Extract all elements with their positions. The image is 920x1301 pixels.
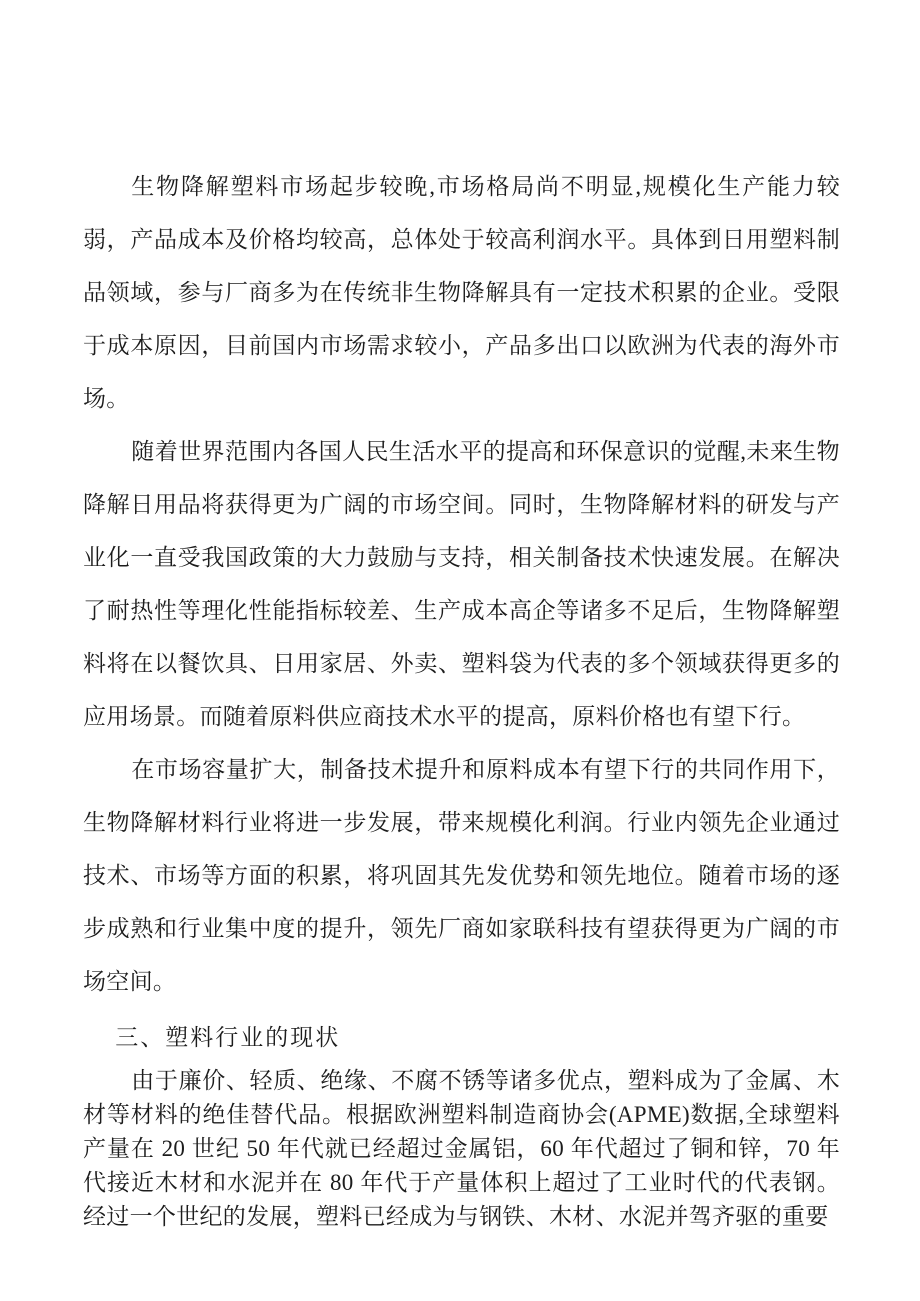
- paragraph-plastic-history: 由于廉价、轻质、绝缘、不腐不锈等诸多优点，塑料成为了金属、木材等材料的绝佳替代品。根据欧洲塑料制造商协会(APME)数据,全球塑料产量在 20 世纪 50 年代就已经超过金属铝，60 年代超过了铜和锌，70 年代接近木材和水泥并在 80 年代于产量体积上超过了工业时代的代表钢。经过一个世纪的发展，塑料已经成为与钢铁、木材、水泥并驾齐驱的重要: [83, 1068, 840, 1229]
- section-plastic-industry: [83, 1064, 840, 1234]
- section-biodegradable-market: [83, 160, 840, 1008]
- section-heading-plastic-industry: 三、塑料行业的现状: [115, 1025, 341, 1050]
- paragraph-industry-growth: 在市场容量扩大，制备技术提升和原料成本有望下行的共同作用下，生物降解材料行业将进一步发展，带来规模化利润。行业内领先企业通过技术、市场等方面的积累，将巩固其先发优势和领先地位。随着市场的逐步成熟和行业集中度的提升，领先厂商如家联科技有望获得更为广阔的市场空间。: [83, 757, 840, 994]
- paragraph-market-status: 生物降解塑料市场起步较晚,市场格局尚不明显,规模化生产能力较弱，产品成本及价格均较高，总体处于较高利润水平。具体到日用塑料制品领域，参与厂商多为在传统非生物降解具有一定技术积累的企业。受限于成本原因，目前国内市场需求较小，产品多出口以欧洲为代表的海外市场。: [83, 174, 840, 411]
- paragraph-market-outlook: 随着世界范围内各国人民生活水平的提高和环保意识的觉醒,未来生物降解日用品将获得更为广阔的市场空间。同时，生物降解材料的研发与产业化一直受我国政策的大力鼓励与支持，相关制备技术快速发展。在解决了耐热性等理化性能指标较差、生产成本高企等诸多不足后，生物降解塑料将在以餐饮具、日用家居、外卖、塑料袋为代表的多个领域获得更多的应用场景。而随着原料供应商技术水平的提高，原料价格也有望下行。: [83, 439, 840, 729]
